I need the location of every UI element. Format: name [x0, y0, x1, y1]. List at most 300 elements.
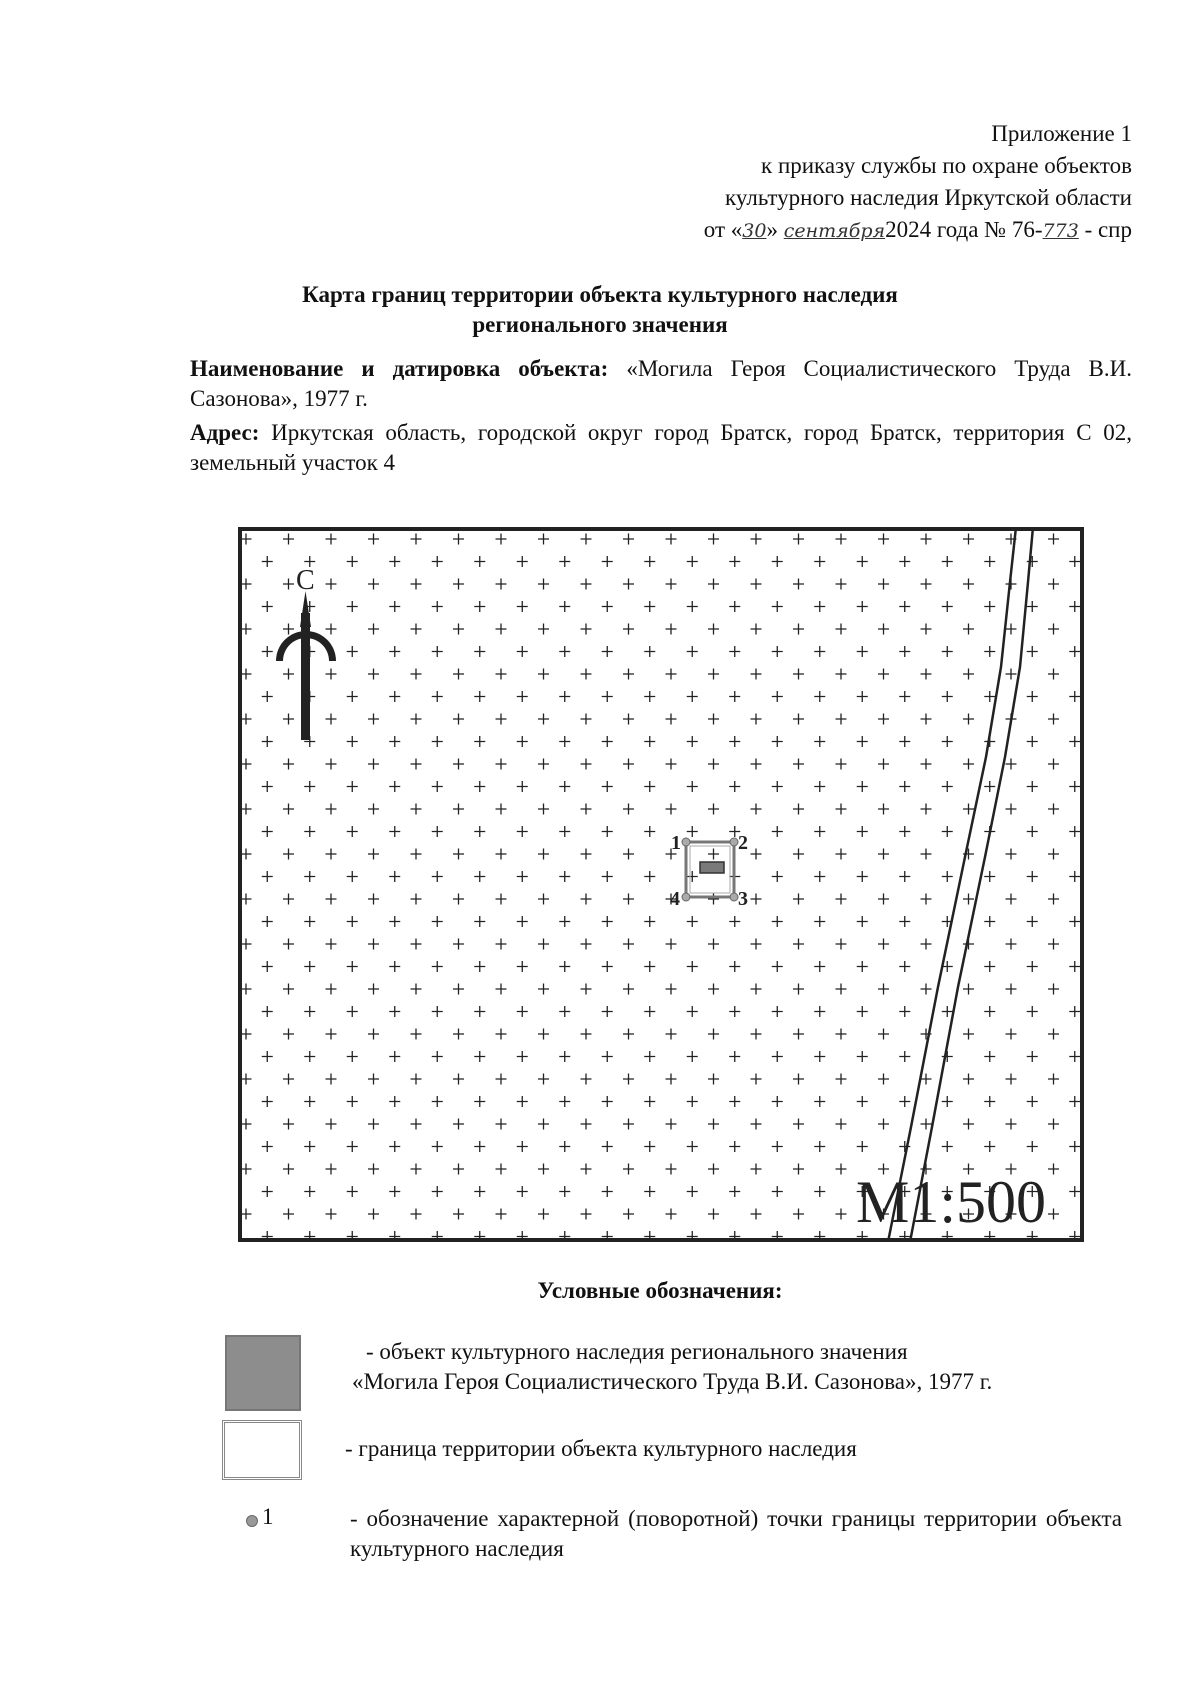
hatch-cross [326, 939, 337, 950]
date-mid: » [766, 217, 784, 242]
hatch-cross [283, 714, 294, 725]
hatch-cross [623, 1209, 634, 1220]
hatch-cross [474, 1141, 485, 1152]
hatch-cross [368, 849, 379, 860]
hatch-cross [283, 939, 294, 950]
hatch-cross [899, 826, 910, 837]
hatch-cross [453, 984, 464, 995]
hatch-cross [538, 849, 549, 860]
object-name-label: Наименование и датировка объекта: [190, 356, 609, 381]
handwritten-number: 773 [1042, 220, 1079, 242]
hatch-cross [326, 759, 337, 770]
hatch-cross [623, 534, 634, 545]
hatch-cross [772, 691, 783, 702]
hatch-cross [1069, 871, 1080, 882]
hatch-cross [241, 1119, 252, 1130]
hatch-cross [241, 1029, 252, 1040]
hatch-cross [729, 736, 740, 747]
hatch-cross [1069, 781, 1080, 792]
hatch-cross [517, 601, 528, 612]
hatch-cross [1048, 984, 1059, 995]
hatch-cross [751, 1119, 762, 1130]
turning-point-4 [682, 893, 690, 901]
hatch-cross [793, 894, 804, 905]
hatch-cross [389, 691, 400, 702]
hatch-cross [432, 646, 443, 657]
hatch-cross [1048, 624, 1059, 635]
hatch-cross [899, 601, 910, 612]
hatch-cross [836, 939, 847, 950]
road-edge-left [888, 527, 1016, 1242]
hatch-cross [538, 1029, 549, 1040]
hatch-cross [559, 961, 570, 972]
hatch-cross [814, 601, 825, 612]
hatch-cross [623, 1074, 634, 1085]
hatch-cross [347, 691, 358, 702]
hatch-cross [751, 1029, 762, 1040]
hatch-cross [326, 804, 337, 815]
hatch-cross [644, 961, 655, 972]
hatch-cross [921, 714, 932, 725]
hatch-cross [241, 579, 252, 590]
hatch-cross [368, 669, 379, 680]
hatch-cross [687, 691, 698, 702]
hatch-cross [389, 1141, 400, 1152]
hatch-cross [389, 1186, 400, 1197]
hatch-cross [453, 1164, 464, 1175]
hatch-cross [708, 849, 719, 860]
legend-title: Условные обозначения: [537, 1278, 783, 1303]
hatch-cross [793, 669, 804, 680]
hatch-cross [708, 1119, 719, 1130]
hatch-cross [368, 1119, 379, 1130]
hatch-cross [921, 849, 932, 860]
hatch-cross [241, 804, 252, 815]
hatch-cross [899, 691, 910, 702]
hatch-cross [283, 624, 294, 635]
hatch-cross [751, 1164, 762, 1175]
hatch-cross [581, 894, 592, 905]
hatch-cross [602, 601, 613, 612]
hatch-cross [793, 1029, 804, 1040]
hatch-cross [1006, 894, 1017, 905]
hatch-cross [559, 1186, 570, 1197]
hatch-cross [411, 1029, 422, 1040]
hatch-cross [581, 849, 592, 860]
handwritten-month: сентября [783, 220, 886, 242]
hatch-cross [496, 939, 507, 950]
hatch-cross [1027, 961, 1038, 972]
hatch-cross [262, 916, 273, 927]
hatch-cross [496, 1164, 507, 1175]
hatch-cross [411, 579, 422, 590]
hatch-cross [793, 1164, 804, 1175]
hatch-cross [644, 1186, 655, 1197]
hatch-cross [793, 1119, 804, 1130]
hatch-cross [432, 961, 443, 972]
hatch-cross [623, 984, 634, 995]
hatch-cross [262, 1096, 273, 1107]
hatch-cross [241, 939, 252, 950]
hatch-cross [857, 1096, 868, 1107]
hatch-cross [517, 1141, 528, 1152]
hatch-cross [517, 826, 528, 837]
hatch-cross [326, 669, 337, 680]
hatch-cross [666, 1209, 677, 1220]
hatch-cross [538, 1164, 549, 1175]
hatch-cross [389, 961, 400, 972]
hatch-cross [708, 939, 719, 950]
hatch-cross [857, 1141, 868, 1152]
hatch-cross [751, 894, 762, 905]
hatch-cross [602, 1006, 613, 1017]
hatch-cross [559, 601, 570, 612]
hatch-cross [836, 1074, 847, 1085]
hatch-cross [241, 714, 252, 725]
hatch-cross [836, 804, 847, 815]
hatch-cross [432, 1051, 443, 1062]
hatch-cross [687, 781, 698, 792]
hatch-cross [241, 759, 252, 770]
hatch-cross [241, 669, 252, 680]
hatch-cross [942, 646, 953, 657]
hatch-cross [963, 804, 974, 815]
heritage-object [700, 862, 724, 873]
hatch-cross [772, 871, 783, 882]
hatch-cross [389, 556, 400, 567]
hatch-cross [581, 1119, 592, 1130]
hatch-cross [899, 736, 910, 747]
hatch-cross [666, 1029, 677, 1040]
date-prefix: от « [703, 217, 743, 242]
hatch-cross [836, 849, 847, 860]
hatch-cross [623, 1029, 634, 1040]
hatch-cross [857, 1006, 868, 1017]
annex-header [492, 118, 1132, 247]
hatch-cross [687, 1141, 698, 1152]
hatch-cross [602, 691, 613, 702]
hatch-cross [496, 534, 507, 545]
hatch-cross [729, 691, 740, 702]
hatch-cross [326, 579, 337, 590]
hatch-cross [432, 1096, 443, 1107]
hatch-cross [1027, 1096, 1038, 1107]
hatch-cross [496, 579, 507, 590]
north-arrow [276, 565, 336, 740]
hatch-cross [432, 1186, 443, 1197]
hatch-cross [602, 1096, 613, 1107]
hatch-cross [538, 579, 549, 590]
hatch-cross [326, 534, 337, 545]
hatch-cross [814, 871, 825, 882]
hatch-cross [326, 1164, 337, 1175]
hatch-cross [772, 1141, 783, 1152]
hatch-cross [1048, 894, 1059, 905]
hatch-cross [496, 984, 507, 995]
hatch-cross [241, 1164, 252, 1175]
hatch-cross [857, 826, 868, 837]
hatch-cross [496, 1029, 507, 1040]
hatch-cross [559, 916, 570, 927]
hatch-cross [1048, 1074, 1059, 1085]
hatch-cross [347, 1006, 358, 1017]
hatch-cross [241, 534, 252, 545]
hatch-cross [517, 1051, 528, 1062]
hatch-cross [474, 826, 485, 837]
hatch-cross [666, 759, 677, 770]
hatch-cross [921, 804, 932, 815]
hatch-cross [984, 691, 995, 702]
hatch-cross [262, 1006, 273, 1017]
hatch-cross [262, 1186, 273, 1197]
hatch-cross [411, 1209, 422, 1220]
hatch-cross [241, 624, 252, 635]
hatch-cross [453, 849, 464, 860]
hatch-cross [814, 691, 825, 702]
hatch-cross [708, 714, 719, 725]
hatch-cross [814, 781, 825, 792]
hatch-cross [326, 984, 337, 995]
hatch-cross [283, 1164, 294, 1175]
hatch-cross [517, 556, 528, 567]
hatch-cross [857, 601, 868, 612]
hatch-cross [368, 1209, 379, 1220]
north-label: С [296, 565, 315, 596]
hatch-cross [432, 736, 443, 747]
hatch-cross [623, 579, 634, 590]
hatch-cross [262, 691, 273, 702]
hatch-cross [772, 916, 783, 927]
hatch-cross [453, 939, 464, 950]
hatch-cross [687, 871, 698, 882]
hatch-cross [878, 849, 889, 860]
hatch-cross [1069, 556, 1080, 567]
hatch-cross [602, 1141, 613, 1152]
hatch-cross [1048, 1119, 1059, 1130]
hatch-cross [411, 1119, 422, 1130]
turning-point-2 [730, 838, 738, 846]
hatch-cross [389, 1006, 400, 1017]
hatch-cross [1006, 759, 1017, 770]
legend-object-line-1: - объект культурного наследия регионального значения [366, 1339, 908, 1364]
hatch-cross [283, 1209, 294, 1220]
hatch-cross [389, 646, 400, 657]
hatch-cross [474, 781, 485, 792]
hatch-cross [942, 1006, 953, 1017]
hatch-cross [814, 826, 825, 837]
hatch-cross [708, 894, 719, 905]
hatch-cross [389, 826, 400, 837]
hatch-cross [474, 736, 485, 747]
hatch-cross [411, 849, 422, 860]
hatch-cross [474, 1096, 485, 1107]
hatch-cross [687, 601, 698, 612]
hatch-cross [751, 939, 762, 950]
hatch-cross [751, 759, 762, 770]
hatch-cross [666, 939, 677, 950]
hatch-cross [772, 601, 783, 612]
hatch-cross [942, 1096, 953, 1107]
hatch-cross [836, 1164, 847, 1175]
hatch-cross [432, 871, 443, 882]
hatch-cross [262, 736, 273, 747]
year-text: 2024 года № 76- [885, 217, 1043, 242]
hatch-cross [921, 1119, 932, 1130]
hatch-cross [708, 534, 719, 545]
hatch-cross [411, 624, 422, 635]
address-paragraph [190, 418, 1132, 478]
hatch-cross [857, 646, 868, 657]
hatch-cross [304, 1051, 315, 1062]
hatch-cross [347, 736, 358, 747]
hatch-cross [559, 691, 570, 702]
hatch-cross [496, 894, 507, 905]
hatch-cross [283, 984, 294, 995]
hatch-cross [772, 1096, 783, 1107]
hatch-cross [453, 759, 464, 770]
hatch-cross [666, 579, 677, 590]
hatch-cross [729, 1096, 740, 1107]
point-label-4: 4 [670, 888, 680, 910]
hatch-cross [411, 1164, 422, 1175]
hatch-cross [1027, 691, 1038, 702]
legend-swatch-object [225, 1335, 301, 1411]
hatch-cross [496, 714, 507, 725]
hatch-cross [538, 714, 549, 725]
hatch-cross [283, 1074, 294, 1085]
hatch-cross [963, 534, 974, 545]
hatch-cross [347, 871, 358, 882]
hatch-cross [496, 1209, 507, 1220]
hatch-cross [326, 624, 337, 635]
hatch-cross [751, 714, 762, 725]
hatch-cross [814, 1051, 825, 1062]
hatch-cross [1006, 939, 1017, 950]
hatch-cross [963, 894, 974, 905]
hatch-cross [1027, 736, 1038, 747]
hatch-cross [687, 1051, 698, 1062]
hatch-cross [751, 804, 762, 815]
legend-object-desc [352, 1337, 1122, 1397]
hatch-cross [1027, 1006, 1038, 1017]
hatch-cross [708, 669, 719, 680]
hatch-cross [304, 1006, 315, 1017]
hatch-cross [644, 601, 655, 612]
hatch-cross [581, 1164, 592, 1175]
hatch-cross [772, 646, 783, 657]
hatch-cross [666, 534, 677, 545]
hatch-cross [836, 1119, 847, 1130]
hatch-cross [729, 1051, 740, 1062]
hatch-cross [453, 1119, 464, 1130]
hatch-cross [1027, 1051, 1038, 1062]
hatch-cross [453, 624, 464, 635]
hatch-cross [1027, 646, 1038, 657]
hatch-cross [559, 871, 570, 882]
hatch-cross [857, 871, 868, 882]
hatch-cross [623, 849, 634, 860]
hatch-cross [602, 1186, 613, 1197]
hatch-cross [729, 916, 740, 927]
hatch-cross [814, 556, 825, 567]
hatch-cross [474, 1006, 485, 1017]
hatch-cross [878, 669, 889, 680]
hatch-cross [368, 534, 379, 545]
hatch-cross [984, 1096, 995, 1107]
hatch-cross [389, 1096, 400, 1107]
hatch-cross [368, 759, 379, 770]
hatch-cross [581, 669, 592, 680]
hatch-cross [1027, 601, 1038, 612]
hatch-cross [666, 714, 677, 725]
hatch-cross [538, 669, 549, 680]
hatch-cross [836, 1029, 847, 1040]
hatch-cross [432, 691, 443, 702]
hatch-cross [538, 1209, 549, 1220]
hatch-cross [666, 1164, 677, 1175]
hatch-cross [772, 1006, 783, 1017]
boundary-map [238, 527, 1084, 1242]
hatch-cross [878, 939, 889, 950]
hatch-cross [878, 579, 889, 590]
hatch-cross [538, 759, 549, 770]
hatch-cross [304, 1141, 315, 1152]
hatch-cross [942, 691, 953, 702]
hatch-cross [453, 669, 464, 680]
hatch-cross [368, 804, 379, 815]
hatch-cross [963, 1029, 974, 1040]
hatch-cross [729, 1186, 740, 1197]
hatch-cross [262, 556, 273, 567]
point-label-3: 3 [738, 888, 748, 910]
hatch-cross [729, 1006, 740, 1017]
hatch-cross [814, 1096, 825, 1107]
hatch-cross [538, 894, 549, 905]
hatch-cross [602, 556, 613, 567]
hatch-cross [411, 984, 422, 995]
hatch-cross [1048, 1164, 1059, 1175]
hatch-cross [304, 826, 315, 837]
hatch-cross [942, 871, 953, 882]
hatch-cross [793, 579, 804, 590]
hatch-cross [474, 1186, 485, 1197]
hatch-cross [729, 781, 740, 792]
hatch-cross [708, 1164, 719, 1175]
hatch-cross [899, 556, 910, 567]
hatch-cross [1048, 804, 1059, 815]
hatch-cross [389, 916, 400, 927]
map-canvas [238, 527, 1084, 1242]
hatch-cross [389, 871, 400, 882]
hatch-cross [984, 1051, 995, 1062]
hatch-cross [814, 916, 825, 927]
legend-object-line-2: «Могила Героя Социалистического Труда В.И. Сазонова», 1977 г. [352, 1369, 993, 1394]
hatch-cross [984, 1141, 995, 1152]
hatch-cross [432, 601, 443, 612]
hatch-cross [496, 1119, 507, 1130]
hatch-cross [262, 1141, 273, 1152]
hatch-cross [878, 984, 889, 995]
hatch-cross [687, 1096, 698, 1107]
object-name-value: «Могила Героя Социалистического Труда В.И. Сазонова», 1977 г. [190, 356, 1132, 411]
hatch-cross [602, 826, 613, 837]
hatch-cross [538, 939, 549, 950]
hatch-cross [581, 534, 592, 545]
hatch-cross [963, 759, 974, 770]
hatch-cross [581, 1029, 592, 1040]
hatch-cross [708, 804, 719, 815]
hatch-cross [793, 939, 804, 950]
